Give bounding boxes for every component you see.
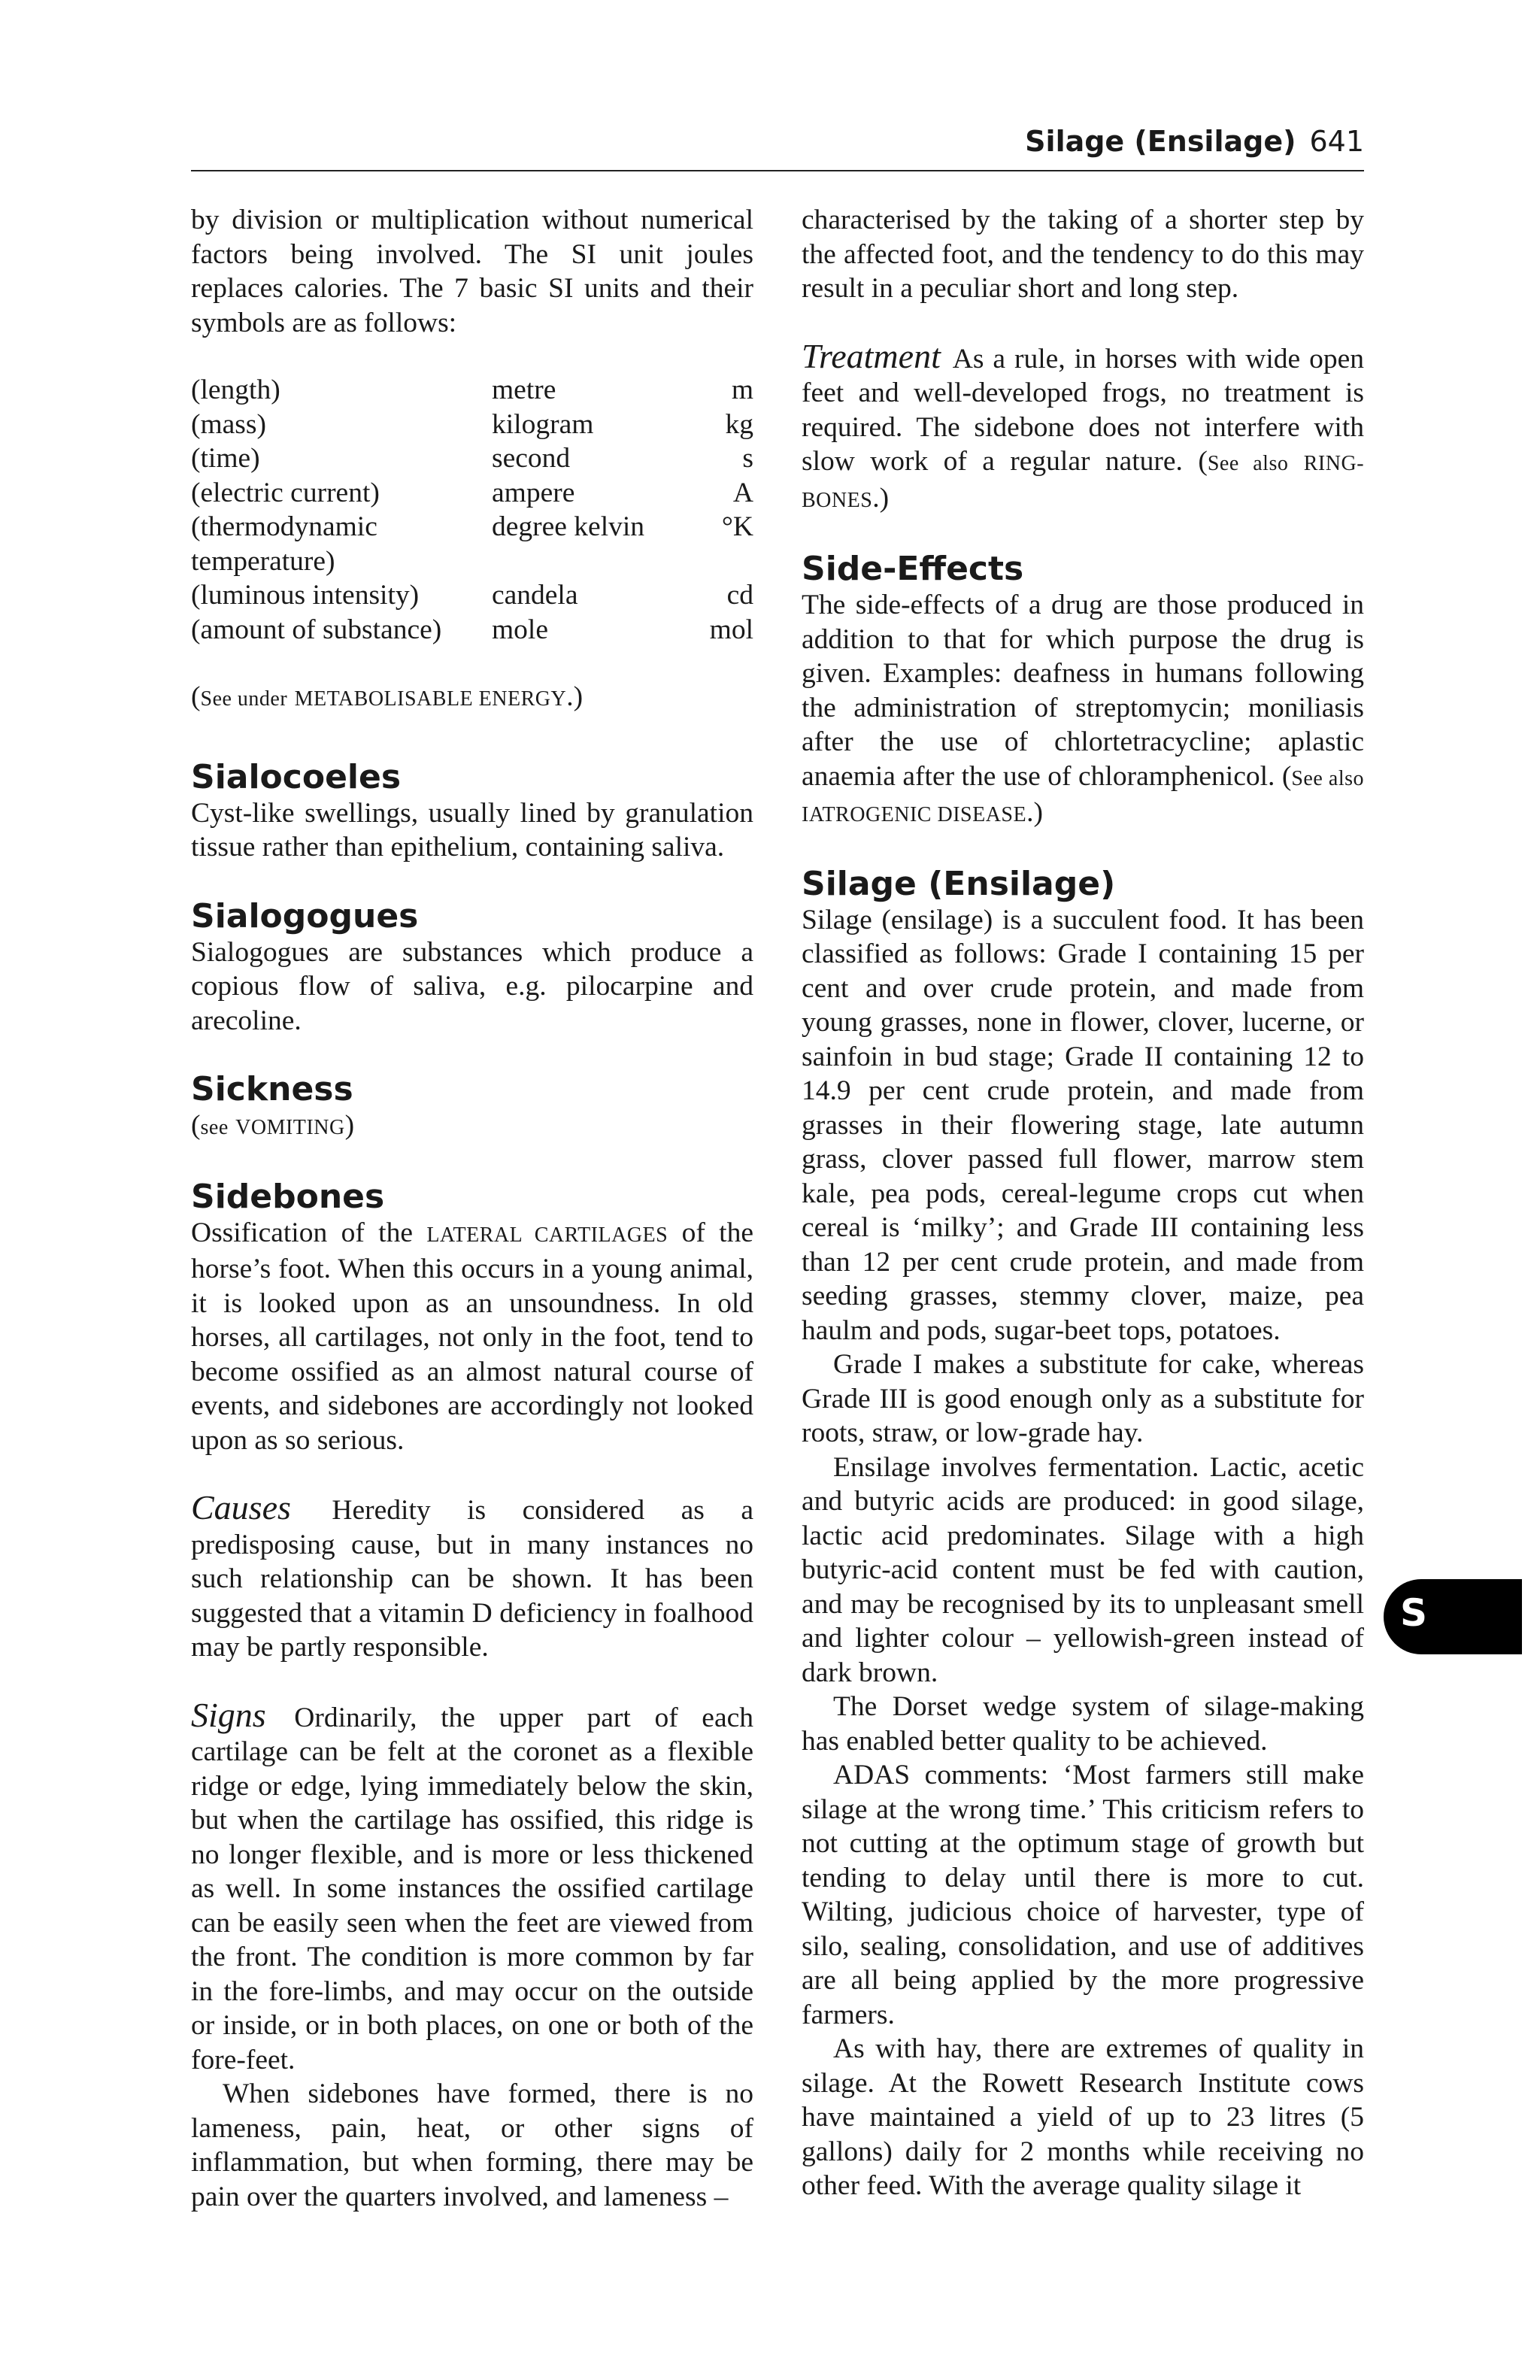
entry-text-sickness [191,1108,753,1145]
paren-close: .) [1026,797,1043,828]
entry-text-sialogogues: Sialogogues are substances which produce a copious flow of saliva, e.g. pilocarpine and arecoline. [191,936,753,1036]
silage-paragraph-3: Ensilage involves fermentation. Lactic, acetic and butyric acids are produced: in good silage, lactic acid predominates. Silage with a high butyric-acid content must be fed with caution, and may be recognised by its to unpleasant smell and lighter colour – yellowish-green instead of dark brown. [802,1451,1364,1688]
sidebones-causes-paragraph [191,1490,753,1665]
subheading-causes: Causes [191,1488,291,1527]
cross-reference-link[interactable]: METABOLISABLE ENERGY [294,687,567,711]
si-unit-quantity: (thermodynamic temperature) [191,511,377,577]
entry-heading-sickness: Sickness [191,1070,353,1108]
si-unit-row [191,613,753,647]
si-unit-symbol: s [742,443,753,474]
see-label: See under [200,687,288,711]
si-units-intro: by division or multiplication without numerical factors being involved. The SI unit joules replaces calories. The 7 basic SI units and their symbols are as follows: [191,205,753,338]
cross-reference-link[interactable]: VOMITING [235,1116,345,1139]
text-run: of the horse’s foot. When this occurs in a young animal, it is looked upon as an unsoundness. In old horses, all cartilages, not only in the foot, tend to become ossified as an almost natural course of events, and sidebones are accordingly not looked upon as so serious. [191,1217,753,1456]
si-unit-name: degree kelvin [492,511,645,542]
running-head-text [1025,125,1364,158]
paren-open: ( [191,681,201,712]
cross-reference-link[interactable]: RING-BONES [802,452,1365,512]
entry-heading-sialocoeles: Sialocoeles [191,757,402,796]
cross-reference-link[interactable]: LATERAL CARTILAGES [426,1223,668,1247]
entry-heading-sialogogues: Sialogogues [191,896,419,935]
cross-reference-link[interactable]: IATROGENIC DISEASE [802,803,1027,826]
si-unit-symbol: mol [709,614,753,645]
silage-paragraph-6: As with hay, there are extremes of quality in silage. At the Rowett Research Institute cows have maintained a yield of up to 23 litres (5 gallons) daily for 2 months while receiving no other feed. With the average quality silage it [802,2033,1364,2201]
paren-close: .) [872,482,890,514]
si-unit-name: mole [492,614,548,645]
silage-paragraph-1: Silage (ensilage) is a succulent food. It has been classified as follows: Grade I containing 15 per cent and over crude protein, and made from young grasses, none in flower, clover, lucerne, or sainfoin in bud stage; Grade II containing 12 to 14.9 per cent crude protein, and made from grasses in their flowering stage, late autumn grass, clover passed full flower, marrow stem kale, pea pods, cereal-legume crops cut when cereal is ‘milky’; and Grade III containing less than 12 per cent crude protein, and made from seeding grasses, stemmy clover, maize, pea haulm and pods, sugar-beet tops, potatoes. [802,904,1364,1346]
si-unit-quantity: (electric current) [191,477,380,508]
silage-paragraph-4: The Dorset wedge system of silage-making has enabled better quality to be achieved. [802,1691,1364,1757]
si-unit-row [191,476,753,511]
text-run: As a rule, in horses with wide open feet and well-developed frogs, no treatment is required. The sidebone does not interfere with slow work of a regular nature. [802,343,1364,477]
si-unit-name: candela [492,580,578,611]
entry-text-sialocoeles: Cyst-like swellings, usually lined by granulation tissue rather than epithelium, containing saliva. [191,797,753,863]
left-column [191,203,753,2214]
text-run: Ordinarily, the upper part of each cartilage can be felt at the coronet as a flexible ridge or edge, lying immediately below the skin, but when the cartilage has ossified, this ridge is no longer flexible, and is more or less thickened as well. In some instances the ossified cartilage can be easily seen when the feet are viewed from the front. The condition is more common by far in the fore-limbs, and may occur on the outside or inside, or in both places, on one or both of the fore-feet. [191,1702,753,2075]
si-unit-name: kilogram [492,408,594,440]
thumb-tab-letter: S [1400,1591,1428,1635]
paren-close: ) [344,1110,355,1141]
see-label: see [200,1116,229,1139]
si-unit-symbol: °K [721,511,753,542]
running-head [191,123,1364,171]
entry-heading-silage: Silage (Ensilage) [802,864,1116,903]
entry-text-sidebones [191,1216,753,1458]
si-unit-row [191,510,753,578]
entry-text-side-effects [802,588,1364,832]
running-head-title: Silage (Ensilage) [1025,125,1296,158]
subheading-signs: Signs [191,1695,266,1734]
si-unit-quantity: (length) [191,374,280,405]
si-unit-symbol: kg [725,408,753,440]
paren-open: ( [191,1110,201,1141]
si-unit-symbol: A [732,477,753,508]
subheading-treatment: Treatment [802,336,941,375]
si-units-table-body [191,373,753,647]
right-column [802,203,1364,2203]
paren-close: .) [566,681,584,712]
see-under-reference [191,680,753,717]
sidebones-treatment-paragraph [802,336,1365,518]
si-unit-quantity: (luminous intensity) [191,580,420,611]
si-unit-row [191,578,753,613]
si-unit-quantity: (mass) [191,408,266,440]
si-unit-row [191,373,753,408]
page-number: 641 [1309,125,1364,158]
paren-open: ( [1198,446,1208,477]
entry-heading-sidebones: Sidebones [191,1177,385,1216]
section-thumb-tab[interactable] [1384,1579,1522,1654]
continuation-paragraph: characterised by the taking of a shorter step by the affected foot, and the tendency to do this may result in a peculiar short and long step. [802,205,1364,304]
silage-paragraph-5: ADAS comments: ‘Most farmers still make silage at the wrong time.’ This criticism refers to not cutting at the optimum stage of growth but tending to delay until there is more to cut. Wilting, judicious choice of harvester, type of silo, sealing, consolidation, and use of additives are all being applied by the more progressive farmers. [802,1760,1364,2030]
si-unit-quantity: (amount of substance) [191,614,442,645]
si-units-table [191,373,753,647]
si-unit-name: second [492,443,571,474]
si-unit-symbol: m [731,374,753,405]
si-unit-name: ampere [492,477,575,508]
si-unit-row [191,408,753,442]
si-unit-quantity: (time) [191,443,260,474]
si-unit-symbol: cd [726,580,753,611]
text-run: Ossification of the [191,1217,427,1248]
entry-heading-side-effects: Side-Effects [802,550,1024,588]
silage-paragraph-2: Grade I makes a substitute for cake, whereas Grade III is good enough only as a substitute for roots, straw, or low-grade hay. [802,1349,1364,1448]
si-unit-name: metre [492,374,556,405]
text-run: Heredity is considered as a predisposing cause, but in many instances no such relationship can be shown. It has been suggested that a vitamin D deficiency in foalhood may be partly responsible. [191,1495,753,1663]
sidebones-signs-paragraph [191,1695,753,2078]
see-also-label: See also [1291,766,1364,790]
text-run: The side-effects of a drug are those produced in addition to that for which purpose the drug is given. Examples: deafness in humans following the administration of streptomycin; moniliasis after the use of chlortetracycline; aplastic anaemia after the use of chloramphenicol. [802,590,1364,792]
see-also-label: See also [1207,452,1289,475]
si-unit-row [191,441,753,476]
paren-open: ( [1281,760,1292,792]
sidebones-formed-paragraph: When sidebones have formed, there is no lameness, pain, heat, or other signs of inflammation, but when forming, there may be pain over the quarters involved, and lameness – [191,2078,753,2212]
